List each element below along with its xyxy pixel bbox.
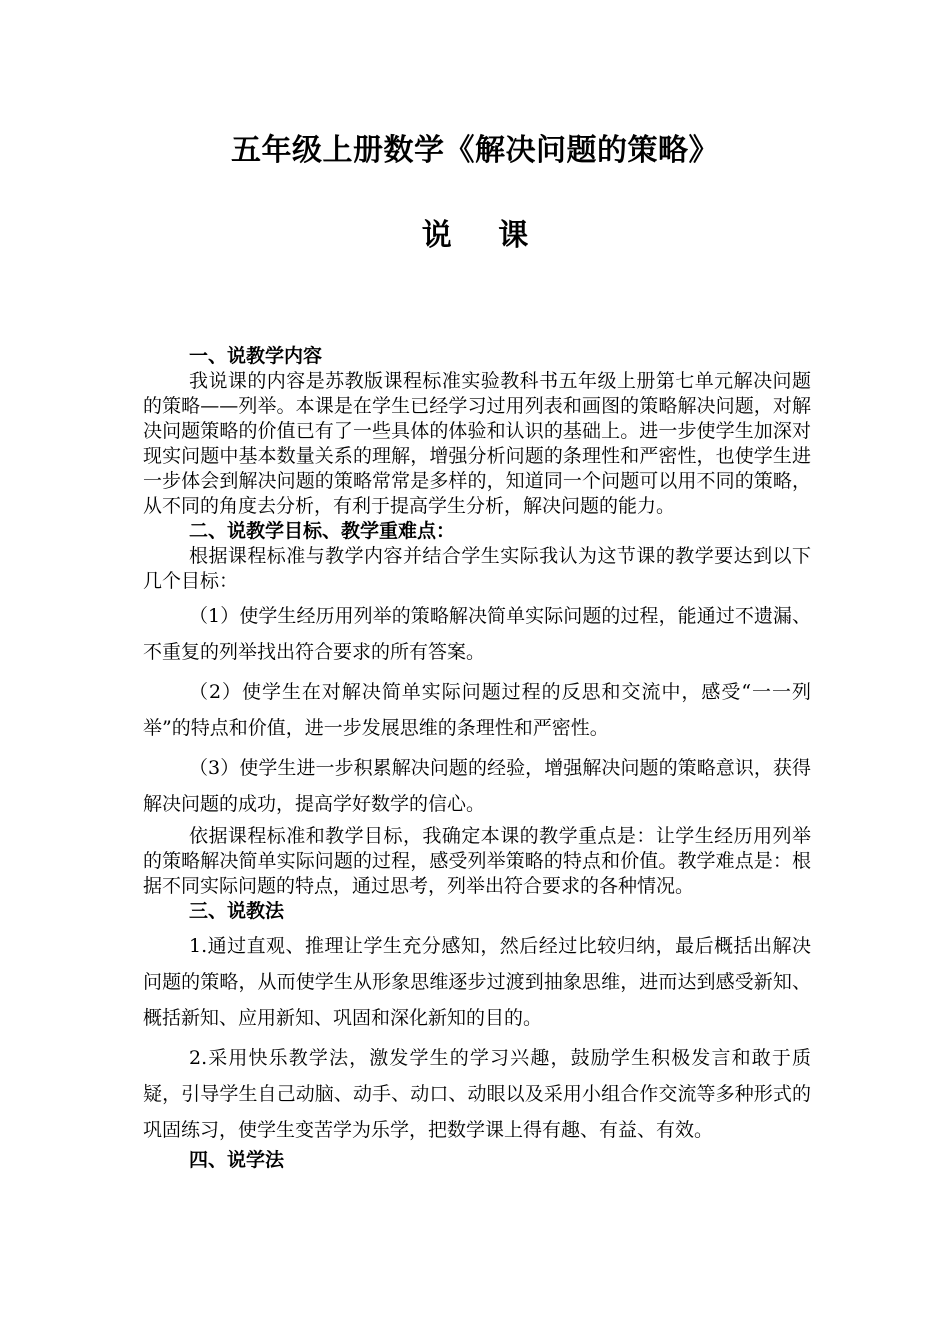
document-subtitle: 说 课: [421, 218, 547, 253]
method-item-2: 2.采用快乐教学法，激发学生的学习兴趣，鼓励学生积极发言和敢于质疑，引导学生自己动脑、动手、动口、动眼以及采用小组合作交流等多种形式的巩固练习，使学生变苦学为乐学，把数学课上得有趣、有益、有效。: [143, 1047, 811, 1141]
section-heading-teaching-method: 三、说教法: [189, 900, 285, 922]
method-item-1: 1.通过直观、推理让学生充分感知，然后经过比较归纳，最后概括出解决问题的策略，从而使学生从形象思维逐步过渡到抽象思维，进而达到感受新知、概括新知、应用新知、巩固和深化新知的目的。: [143, 935, 811, 1029]
section-heading-teaching-goals: 二、说教学目标、教学重难点：: [189, 520, 456, 542]
goal-item-3: （3）使学生进一步积累解决问题的经验，增强解决问题的策略意识，获得解决问题的成功，提高学好数学的信心。: [143, 757, 811, 815]
paragraph: 依据课程标准和教学目标，我确定本课的教学重点是：让学生经历用列举的策略解决简单实际问题的过程，感受列举策略的特点和价值。教学难点是：根据不同实际问题的特点，通过思考，列举出符合要求的各种情况。: [143, 825, 811, 897]
goal-item-2: （2）使学生在对解决简单实际问题过程的反思和交流中，感受“一一列举”的特点和价值，进一步发展思维的条理性和严密性。: [143, 681, 811, 739]
document-body: [143, 344, 811, 1173]
document-title: 五年级上册数学《解决问题的策略》: [231, 133, 719, 168]
paragraph: 我说课的内容是苏教版课程标准实验教科书五年级上册第七单元解决问题的策略——列举。本课是在学生已经学习过用列表和画图的策略解决问题，对解决问题策略的价值已有了一些具体的体验和认识的基础上。进一步使学生加深对现实问题中基本数量关系的理解，增强分析问题的条理性和严密性，也使学生进一步体会到解决问题的策略常常是多样的，知道同一个问题可以用不同的策略，从不同的角度去分析，有利于提高学生分析，解决问题的能力。: [143, 370, 811, 517]
goal-item-1: （1）使学生经历用列举的策略解决简单实际问题的过程，能通过不遗漏、不重复的列举找出符合要求的所有答案。: [143, 605, 811, 663]
paragraph: 根据课程标准与教学内容并结合学生实际我认为这节课的教学要达到以下几个目标：: [143, 545, 811, 592]
section-heading-learning-method: 四、说学法: [189, 1149, 285, 1171]
section-heading-teaching-content: 一、说教学内容: [189, 345, 323, 367]
